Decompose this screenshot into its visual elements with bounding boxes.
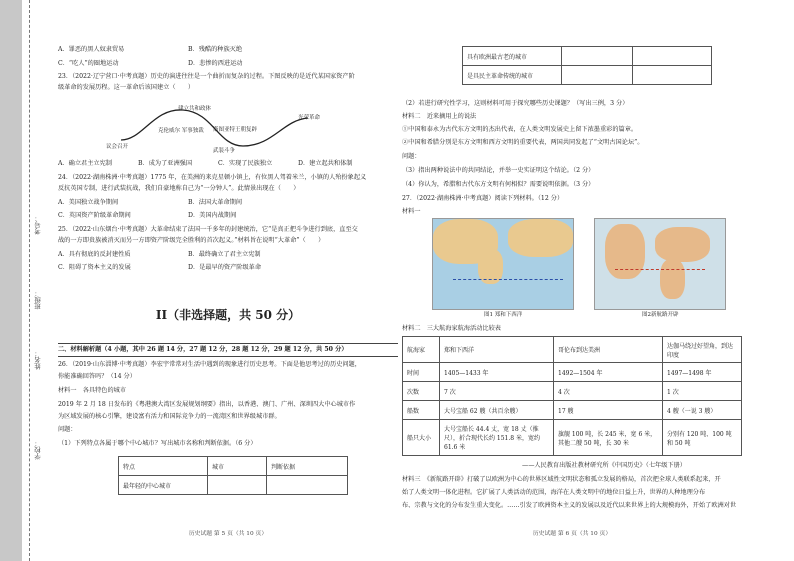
question-text: 战的一方即贵族被消灭而另一方即资产阶级完全胜利的首次起义。”材料旨在说明“大革命”（ ）	[58, 237, 325, 244]
table-cell: 1405—1433 年	[440, 363, 554, 382]
table-cell: 时间	[403, 363, 440, 382]
sub-question: （4）你认为，希腊和古代东方文明有何相似？需要说明依据。（3 分）	[402, 181, 595, 188]
table-cell: 具有欧洲最古老的城市	[463, 47, 562, 66]
voyage-route	[453, 279, 563, 280]
sub-question: （2）若进行研究性学习，这则材料可用于探究哪些历史课题？（写出三例，3 分）	[402, 100, 629, 107]
table-cell: 17 艘	[554, 401, 663, 420]
table-header: 达伽马绕过好望角，到达印度	[663, 337, 742, 363]
diagram-label: 克伦威尔 军事独裁	[158, 128, 204, 134]
question-label: 问题：	[58, 426, 77, 433]
table-cell: 最年轻的中心城市	[119, 476, 208, 495]
material-text: 为区域发展的核心引擎，建设富有活力和国际竞争力的一流湾区和世界级城市群。	[58, 413, 281, 420]
option: D．建立起共和体制	[298, 160, 353, 167]
table-cell: 1497—1498 年	[663, 363, 742, 382]
question-text: 23．（2022·辽宁营口·中考真题）历史的演进往往是一个曲折而复杂的过程。下图反映的是近代某国家资产阶	[58, 73, 355, 80]
material-text: ②中国和希腊分别是东方文明和西方文明的重要代表，两国共同发起了“文明古国论坛”。	[402, 139, 644, 146]
question-text: 27．（2022·湖南株洲·中考真题）阅读下列材料。（12 分）	[402, 195, 564, 202]
school-label: 学校：	[34, 440, 42, 460]
diagram-label: 斯图亚特王朝复辟	[213, 127, 258, 133]
voyage-route	[615, 269, 705, 270]
answer-cell[interactable]	[208, 476, 267, 495]
material-text: 布、宗教与文化的分布发生重大变化。……引发了欧洲资本主义的发展以及近代以来世界上的大规模海外，开始了欧洲对世	[402, 502, 737, 509]
city-table-continued	[462, 46, 712, 85]
option: B．法国大革命期间	[188, 199, 243, 206]
table-header: 郑和下西洋	[440, 337, 554, 363]
material-text: 始了人类文明一体化进程。它扩展了人类活动的范围，海洋在人类文明中的地位日益上升，世界的人种地理分布	[402, 489, 706, 496]
map-land	[655, 227, 710, 262]
diagram-label: 武装斗争	[213, 148, 236, 154]
option: A．具有彻底的反封建性质	[58, 251, 131, 258]
option: B．最终确立了君主立宪制	[188, 251, 261, 258]
table-cell: 1 次	[663, 382, 742, 401]
cut-line	[29, 0, 30, 561]
material-text: 2019 年 2 月 18 日发布的《粤港澳大湾区发展规划纲要》指出，以香港、澳门、广州、深圳四大中心城市作	[58, 401, 356, 408]
table-cell: 船只大小	[403, 420, 440, 456]
page-footer: 历史试题 第 5 页（共 10 页）	[188, 531, 268, 537]
option: B．残酷的种族灭绝	[188, 46, 243, 53]
material-text: 材料三 《新航路开辟》打破了以欧洲为中心的世界区域性文明状态和孤立发展的格局，首次把全球人类联系起来，开	[402, 476, 721, 483]
table-cell: 船数	[403, 401, 440, 420]
option: C．英国资产阶级革命期间	[58, 212, 131, 219]
question-text: 25．（2022·山东烟台·中考真题）大革命结束了法国一千多年的封建统治，它“是真正把斗争进行到底，直至交	[58, 226, 358, 233]
right-page	[402, 0, 742, 561]
question-text: 你能准确回答吗？（14 分）	[58, 373, 136, 380]
answer-cell[interactable]	[562, 66, 633, 85]
map-land	[605, 224, 645, 279]
option: A．罪恶的黑人奴隶贸易	[58, 46, 125, 53]
binding-strip	[0, 0, 22, 561]
material-text: ①中国和泰永为古代东方文明的杰出代表，在人类文明发展史上留下浓墨重彩的篇章。	[402, 126, 638, 133]
question-label: 问题：	[402, 153, 421, 160]
table-header: 哥伦布到达美洲	[554, 337, 663, 363]
table-header: 判断依据	[267, 457, 348, 476]
divider	[58, 356, 398, 357]
table-cell: 旗舰 100 吨，长 245 米，宽 6 米，其他二艘 50 吨，长 30 米	[554, 420, 663, 456]
class-label: 班级：	[34, 290, 42, 310]
material-title: 材料一 各具特色的城市	[58, 387, 127, 394]
table-cell: 4 艘（一说 3 艘）	[663, 401, 742, 420]
table-cell: 1492—1504 年	[554, 363, 663, 382]
option: A．美国独立战争期间	[58, 199, 119, 206]
material-label: 材料一	[402, 208, 421, 215]
table-cell: 4 次	[554, 382, 663, 401]
exam-number-label: 考号：	[34, 215, 42, 235]
answer-cell[interactable]	[633, 66, 712, 85]
table-cell: 分别有 120 吨、100 吨和 50 吨	[663, 420, 742, 456]
option: C．阻碍了资本主义的发展	[58, 264, 131, 271]
diagram-label: 光荣革命	[298, 115, 321, 121]
page-footer: 历史试题 第 6 页（共 10 页）	[532, 531, 612, 537]
table-cell: 大号宝船长 44.4 丈，宽 18 丈（推尺），折合现代长约 151.8 米，宽约 61.6 米	[440, 420, 554, 456]
source-citation: ——人民教育出版社教材研究所《中国历史》（七年级下册）	[522, 462, 686, 469]
answer-cell[interactable]	[562, 47, 633, 66]
table-header: 航海家	[403, 337, 440, 363]
option: C．“吃人”的圈地运动	[58, 60, 119, 67]
table-header: 特点	[119, 457, 208, 476]
option: D．是最早的资产阶级革命	[188, 264, 262, 271]
name-label: 姓名：	[34, 350, 42, 370]
section-title: 二、材料解析题（4 小题，其中 26 题 14 分，27 题 12 分，28 题 12 分，29 题 12 分，共 50 分）	[58, 346, 348, 353]
map-land	[660, 259, 685, 299]
sub-question: （1）下列特点各属于哪个中心城市？写出城市名称和判断依据。（6 分）	[58, 440, 257, 447]
map-land	[508, 219, 573, 257]
map-caption: 图2新航路开辟	[642, 312, 679, 318]
option: C．实现了民族独立	[218, 160, 273, 167]
diagram-label: 建立共和政体	[178, 106, 212, 112]
option: D．悲惨的西进运动	[188, 60, 243, 67]
city-table	[118, 456, 348, 495]
option: D．美国内战期间	[188, 212, 237, 219]
divider	[58, 343, 398, 344]
navigators-table	[402, 336, 742, 456]
material-title: 材料二 近来摘用上的说法	[402, 113, 477, 120]
question-text: 反抗英国专制，进行武装抗战，我们自豪地称自己为“一分钟人”。此情景出现在（ ）	[58, 185, 300, 192]
question-text: 级革命的发展历程。这一革命后该国建立（ ）	[58, 84, 195, 91]
table-cell: 是具民主革命传统的城市	[463, 66, 562, 85]
answer-cell[interactable]	[633, 47, 712, 66]
map-caption: 图1 郑和下西洋	[484, 312, 523, 318]
option: A．确立君主立宪制	[58, 160, 112, 167]
material-title: 材料二 三大航海家航海活动比较表	[402, 325, 501, 332]
table-header: 城市	[208, 457, 267, 476]
zheng-he-map	[432, 218, 574, 310]
sub-question: （3）指出两种说法中的共同结论，并举一史实证明这个结论。（2 分）	[402, 167, 595, 174]
option: B．成为了亚洲强国	[138, 160, 193, 167]
question-text: 26．（2019·山东淄博·中考真题）李宏宇常常对生活中遇到的现象进行历史思考。下面是他思考过的历史问题，	[58, 361, 361, 368]
diagram-label: 议会召开	[106, 144, 129, 150]
new-routes-map	[594, 218, 726, 310]
answer-cell[interactable]	[267, 476, 348, 495]
table-cell: 大号宝船 62 艘（共百余艘）	[440, 401, 554, 420]
table-cell: 7 次	[440, 382, 554, 401]
question-text: 24．（2022·湖南株洲·中考真题）1775 年，在美洲的来克星顿小镇上，有位黑人驾着米兰，小镇的人殆扮象起义	[58, 174, 367, 181]
table-cell: 次数	[403, 382, 440, 401]
part-two-title: II（非选择题，共 50 分）	[155, 308, 301, 322]
left-page	[58, 0, 398, 561]
